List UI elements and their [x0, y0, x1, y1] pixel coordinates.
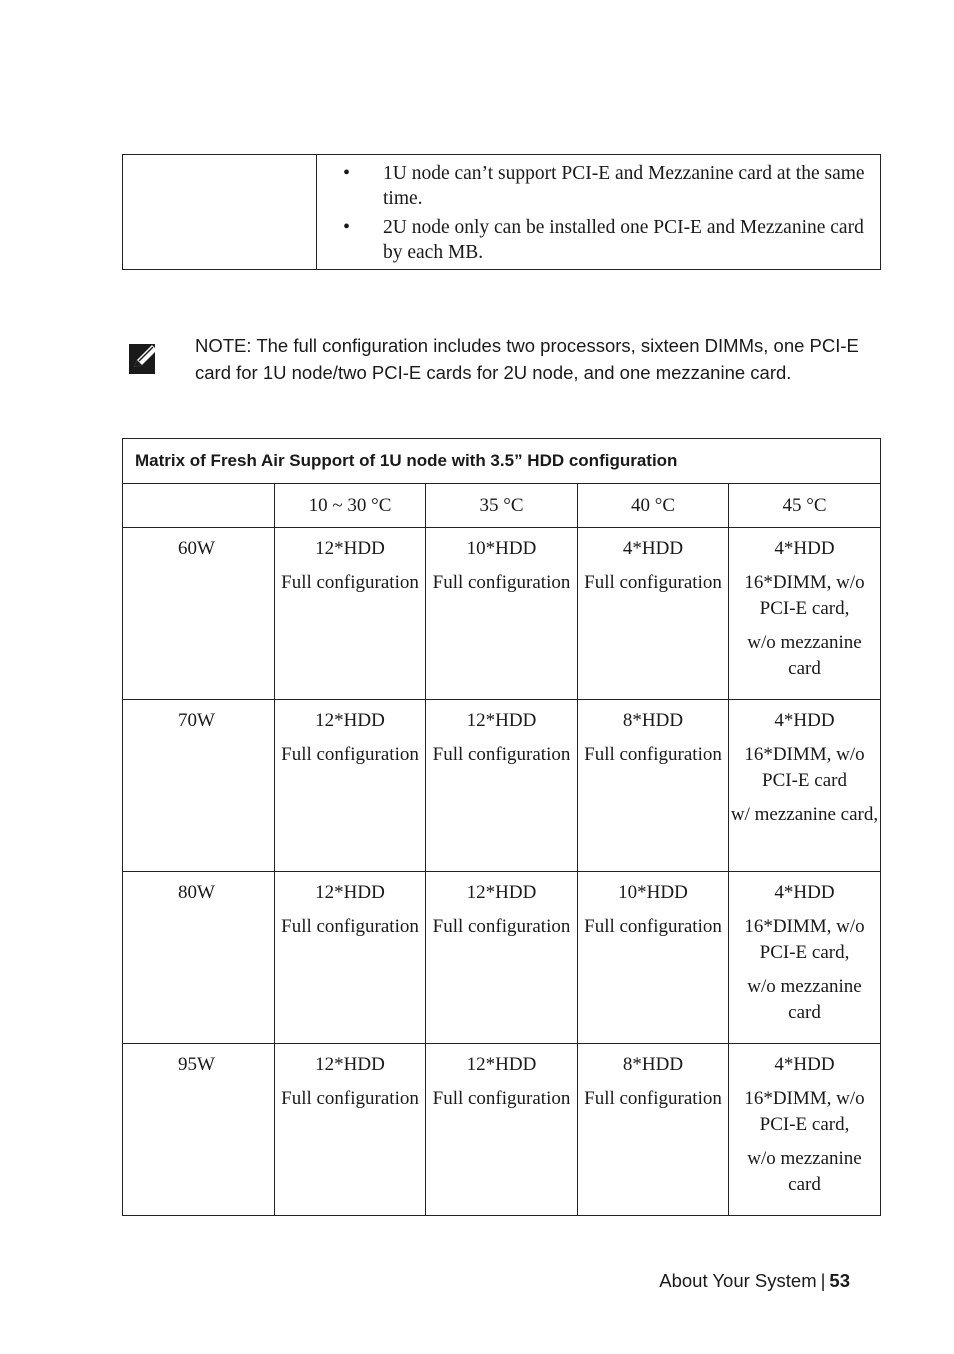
table-cell: [729, 1044, 881, 1216]
pencil-note-icon: [128, 340, 160, 376]
hdd-count: 4*HDD: [774, 882, 835, 903]
table-row: [123, 872, 881, 1044]
page-number: 53: [829, 1270, 850, 1291]
config-text: Full configuration: [584, 744, 722, 765]
extra-text: w/o mezzanine card: [747, 632, 862, 679]
temperature-header: 40 °C: [578, 484, 729, 528]
config-text: Full configuration: [281, 1088, 419, 1109]
extra-text: w/ mezzanine card,: [730, 804, 879, 825]
hdd-count: 8*HDD: [622, 1054, 684, 1075]
table-cell: [729, 700, 881, 872]
table-row: [123, 700, 881, 872]
config-text: Full configuration: [432, 572, 571, 593]
hdd-count: 12*HDD: [466, 882, 537, 903]
config-text: Full configuration: [584, 916, 722, 937]
bullet-item: • 1U node can’t support PCI-E and Mezzanine card at the same time.: [317, 161, 866, 211]
note-body: The full configuration includes two processors, sixteen DIMMs, one PCI-E card for 1U node/two PCI-E cards for 2U node, and one mezzanine card.: [195, 335, 859, 383]
config-text: Full configuration: [584, 572, 722, 593]
page-footer: [659, 1270, 850, 1292]
config-text: 16*DIMM, w/o PCI-E card,: [744, 916, 865, 963]
table-cell: [275, 528, 426, 700]
temperature-header: 45 °C: [729, 484, 881, 528]
hdd-count: 4*HDD: [774, 710, 835, 731]
power-label: 80W: [178, 882, 215, 903]
continuation-table: [122, 154, 881, 270]
config-text: 16*DIMM, w/o PCI-E card: [744, 744, 865, 791]
table-cell: [275, 700, 426, 872]
hdd-count: 12*HDD: [315, 882, 385, 903]
corner-cell: [123, 484, 275, 528]
config-text: Full configuration: [281, 572, 419, 593]
table-cell: [426, 1044, 578, 1216]
hdd-count: 4*HDD: [774, 538, 835, 559]
temperature-header: 10 ~ 30 °C: [275, 484, 426, 528]
hdd-count: 12*HDD: [315, 710, 385, 731]
config-text: Full configuration: [281, 744, 419, 765]
table-cell: [578, 700, 729, 872]
extra-text: w/o mezzanine card: [747, 1148, 862, 1195]
config-text: Full configuration: [432, 916, 571, 937]
table-cell: [275, 872, 426, 1044]
power-cell: [123, 700, 275, 872]
power-cell: [123, 1044, 275, 1216]
table-row: [123, 1044, 881, 1216]
hdd-count: 12*HDD: [466, 1054, 537, 1075]
config-text: Full configuration: [584, 1088, 722, 1109]
footer-section-title: About Your System: [659, 1270, 817, 1291]
table-cell: [578, 872, 729, 1044]
caption-row: [123, 439, 881, 484]
table-cell: [426, 700, 578, 872]
hdd-count: 8*HDD: [622, 710, 684, 731]
hdd-count: 12*HDD: [466, 710, 537, 731]
table-cell: [426, 872, 578, 1044]
config-text: 16*DIMM, w/o PCI-E card,: [744, 1088, 865, 1135]
hdd-count: 4*HDD: [774, 1054, 835, 1075]
bullet-item: • 2U node only can be installed one PCI-E and Mezzanine card by each MB.: [317, 215, 866, 265]
extra-text: w/o mezzanine card: [747, 976, 862, 1023]
power-cell: [123, 528, 275, 700]
power-cell: [123, 872, 275, 1044]
table-row: [123, 528, 881, 700]
table-cell: [729, 528, 881, 700]
hdd-count: 4*HDD: [622, 538, 684, 559]
table-cell: [729, 872, 881, 1044]
note: [195, 332, 885, 386]
fresh-air-matrix-table: [122, 438, 881, 1216]
bullet-list: [317, 161, 866, 265]
temperature-header: 35 °C: [426, 484, 578, 528]
config-text: Full configuration: [281, 916, 419, 937]
config-text: 16*DIMM, w/o PCI-E card,: [744, 572, 865, 619]
continuation-row: [123, 155, 881, 270]
temperature-header-row: [123, 484, 881, 528]
hdd-count: 12*HDD: [315, 1054, 385, 1075]
table-cell: [426, 528, 578, 700]
config-text: Full configuration: [432, 1088, 571, 1109]
empty-cell: [123, 155, 317, 270]
hdd-count: 12*HDD: [315, 538, 385, 559]
table-cell: [275, 1044, 426, 1216]
power-label: 95W: [178, 1054, 215, 1075]
hdd-count: 10*HDD: [466, 538, 537, 559]
hdd-count: 10*HDD: [618, 882, 688, 903]
power-label: 60W: [178, 538, 215, 559]
footer-separator: |: [820, 1270, 826, 1291]
note-label: NOTE:: [195, 335, 252, 356]
config-text: Full configuration: [432, 744, 571, 765]
power-label: 70W: [178, 710, 215, 731]
table-cell: [578, 1044, 729, 1216]
table-cell: [578, 528, 729, 700]
table-caption: Matrix of Fresh Air Support of 1U node with 3.5” HDD configuration: [123, 439, 881, 484]
bullet-cell: [317, 155, 881, 270]
